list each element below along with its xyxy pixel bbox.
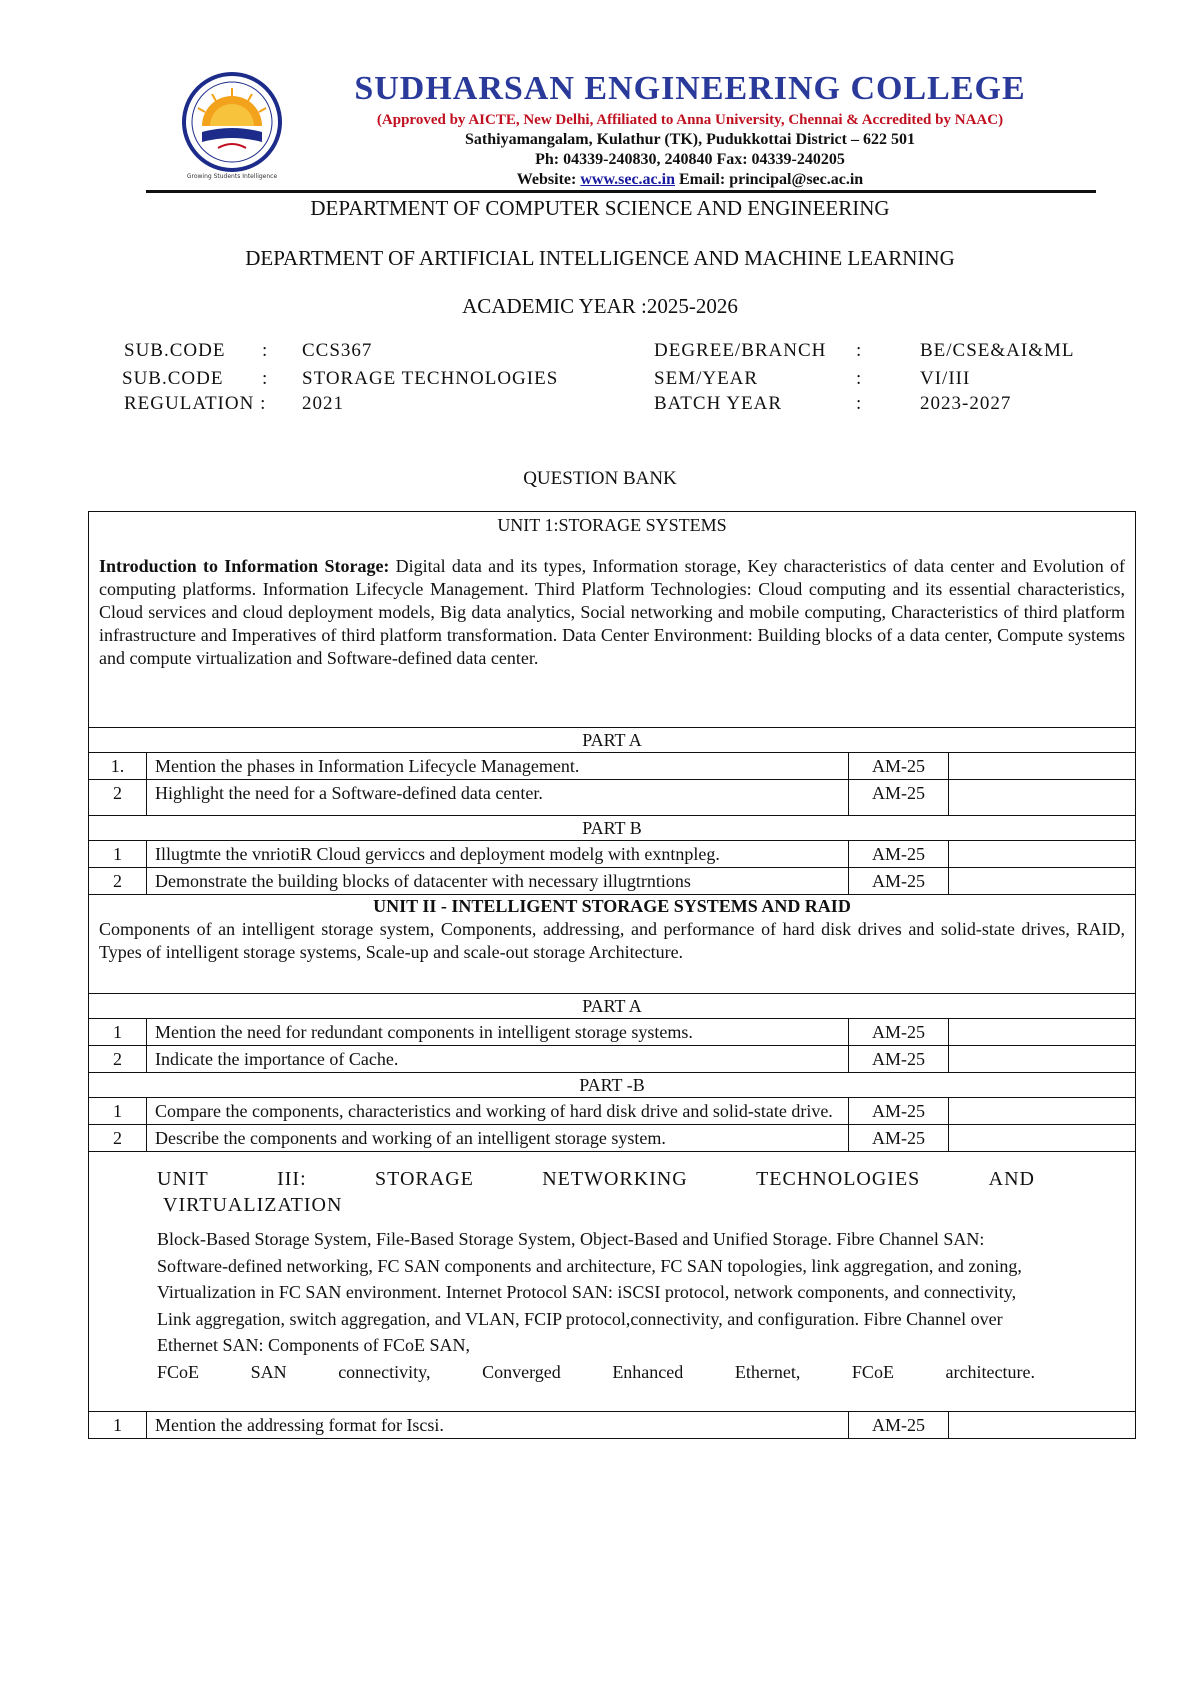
part-label: PART B (582, 818, 642, 838)
unit1-part-a-header (89, 728, 1135, 753)
header-rule (146, 190, 1096, 193)
empty-cell (949, 1412, 1135, 1438)
unit1-title: UNIT 1:STORAGE SYSTEMS (497, 515, 727, 535)
website-label: Website: (516, 171, 581, 188)
unit3-word: connectivity, (338, 1361, 431, 1382)
part-label: PART A (582, 996, 642, 1016)
table-row (89, 1125, 1135, 1152)
table-row (89, 868, 1135, 895)
meta-subcode-label: SUB.CODE (124, 340, 226, 361)
table-row (89, 1098, 1135, 1125)
unit3-word: Enhanced (612, 1361, 684, 1382)
unit2-title: UNIT II - INTELLIGENT STORAGE SYSTEMS AND RAID (373, 896, 851, 916)
unit3-title-word: UNIT (157, 1168, 209, 1190)
meta-subname-value: STORAGE TECHNOLOGIES (302, 368, 559, 389)
empty-cell (949, 753, 1135, 779)
meta-sem-value: VI/III (920, 368, 971, 389)
unit3-word: Converged (482, 1361, 561, 1382)
question-code: AM-25 (849, 753, 949, 779)
logo-tagline: Growing Students Intelligence (186, 173, 278, 180)
unit3-block (89, 1152, 1135, 1412)
unit3-word: architecture. (945, 1361, 1035, 1382)
unit3-word: FCoE (157, 1361, 200, 1382)
unit2-syllabus: Components of an intelligent storage system, Components, addressing, and performance of hard disk drives and solid-state drives, RAID, Types of intelligent storage systems, Scale-up and scale-out storage Architecture. (99, 919, 1125, 962)
unit3-title (157, 1166, 1035, 1192)
meta-subcode-sep: : (262, 340, 269, 361)
question-text: Indicate the importance of Cache. (147, 1046, 849, 1072)
website-link[interactable]: www.sec.ac.in (580, 171, 675, 188)
table-row (89, 780, 1135, 816)
unit1-intro-text: Digital data and its types, Information storage, Key characteristics of data center and Evolution of computing platforms. Information Lifecycle Management. Third Platform Technologies: Cloud computing and its essential characteristics, Cloud services and cloud deployment models, Big data analytics, Social networking and mobile computing, Characteristics of third platform infrastructure and Imperatives of third platform transformation. Data Center Environment: Building blocks of a data center, Compute systems and compute virtualization and Software-defined data center. (99, 556, 1125, 668)
question-number: 2 (89, 780, 147, 815)
unit3-title-word: TECHNOLOGIES (756, 1168, 921, 1190)
question-code: AM-25 (849, 868, 949, 894)
meta-subname-sep: : (262, 368, 269, 389)
meta-degree-label: DEGREE/BRANCH (654, 340, 827, 361)
question-text: Highlight the need for a Software-defined data center. (147, 780, 849, 815)
unit3-title-word: STORAGE (375, 1168, 474, 1190)
college-header (300, 70, 1080, 190)
question-code: AM-25 (849, 1125, 949, 1151)
unit3-word: FCoE (851, 1361, 894, 1382)
question-text: Mention the need for redundant components in intelligent storage systems. (147, 1019, 849, 1045)
meta-batch-sep: : (856, 393, 863, 414)
question-code: AM-25 (849, 841, 949, 867)
unit3-title-line2: VIRTUALIZATION (163, 1194, 343, 1216)
meta-batch-value: 2023-2027 (920, 393, 1012, 414)
question-number: 1 (89, 1412, 147, 1438)
college-name: SUDHARSAN ENGINEERING COLLEGE (354, 70, 1026, 107)
part-label: PART -B (579, 1075, 645, 1095)
empty-cell (949, 1098, 1135, 1124)
college-phone: Ph: 04339-240830, 240840 Fax: 04339-240205 (535, 151, 845, 168)
department-cse: DEPARTMENT OF COMPUTER SCIENCE AND ENGINEERING (310, 196, 890, 220)
unit3-syllabus-last-line (157, 1359, 1035, 1386)
question-number: 2 (89, 1125, 147, 1151)
unit3-word: Ethernet, (734, 1361, 801, 1382)
table-row (89, 1019, 1135, 1046)
college-approval: (Approved by AICTE, New Delhi, Affiliated to Anna University, Chennai & Accredited by NAAC) (376, 112, 1004, 128)
unit3-title-word: III: (277, 1168, 307, 1190)
unit2-part-b-header (89, 1073, 1135, 1098)
meta-batch-label: BATCH YEAR (654, 393, 783, 414)
question-code: AM-25 (849, 1098, 949, 1124)
empty-cell (949, 1125, 1135, 1151)
question-table (88, 511, 1136, 1439)
unit1-block (89, 512, 1135, 728)
question-number: 2 (89, 1046, 147, 1072)
empty-cell (949, 868, 1135, 894)
unit2-part-a-header (89, 994, 1135, 1019)
meta-degree-value: BE/CSE&AI&ML (920, 340, 1075, 361)
question-text: Mention the phases in Information Lifecycle Management. (147, 753, 849, 779)
department-aiml: DEPARTMENT OF ARTIFICIAL INTELLIGENCE AND MACHINE LEARNING (245, 246, 955, 270)
question-text: Compare the components, characteristics and working of hard disk drive and solid-state drive. (147, 1098, 849, 1124)
college-contact (300, 170, 1080, 190)
academic-year: ACADEMIC YEAR :2025-2026 (462, 294, 738, 318)
table-row (89, 841, 1135, 868)
question-text: Demonstrate the building blocks of datacenter with necessary illugtrntions (147, 868, 849, 894)
email-text: Email: principal@sec.ac.in (674, 171, 864, 188)
unit3-syllabus: Block-Based Storage System, File-Based Storage System, Object-Based and Unified Storage. Fibre Channel SAN: Software-defined networking, FC SAN components and architecture, FC SAN topologies, link aggregation, and zoning, Virtualization in FC SAN environment. Internet Protocol SAN: iSCSI protocol, network components, and connectivity, Link aggregation, switch aggregation, and VLAN, FCIP protocol,connectivity, and configuration. Fibre Channel over Ethernet SAN: Components of FCoE SAN, (157, 1229, 1022, 1355)
question-number: 1. (89, 753, 147, 779)
question-text: Illugtmte the vnriotiR Cloud gerviccs and deployment modelg with exntnpleg. (147, 841, 849, 867)
meta-regulation-value: 2021 (302, 393, 344, 414)
question-code: AM-25 (849, 1046, 949, 1072)
question-text: Mention the addressing format for Iscsi. (147, 1412, 849, 1438)
empty-cell (949, 841, 1135, 867)
meta-degree-sep: : (856, 340, 863, 361)
question-number: 1 (89, 1098, 147, 1124)
unit3-title-word: NETWORKING (542, 1168, 688, 1190)
unit3-word: SAN (250, 1361, 287, 1382)
question-number: 2 (89, 868, 147, 894)
empty-cell (949, 1019, 1135, 1045)
unit2-block (89, 895, 1135, 994)
table-row (89, 1412, 1135, 1438)
college-logo (172, 70, 292, 184)
unit1-intro-heading: Introduction to Information Storage: (99, 556, 390, 576)
meta-sem-label: SEM/YEAR (654, 368, 759, 389)
table-row (89, 1046, 1135, 1073)
meta-sem-sep: : (856, 368, 863, 389)
question-bank-title: QUESTION BANK (523, 468, 677, 489)
unit1-syllabus (99, 555, 1125, 670)
unit1-part-b-header (89, 816, 1135, 841)
question-number: 1 (89, 1019, 147, 1045)
part-label: PART A (582, 730, 642, 750)
unit3-title-word: AND (988, 1168, 1035, 1190)
college-address: Sathiyamangalam, Kulathur (TK), Pudukkottai District – 622 501 (465, 131, 915, 148)
question-number: 1 (89, 841, 147, 867)
meta-subcode-value: CCS367 (302, 340, 373, 361)
meta-subname-label: SUB.CODE (122, 368, 224, 389)
question-code: AM-25 (849, 1019, 949, 1045)
question-code: AM-25 (849, 780, 949, 815)
empty-cell (949, 1046, 1135, 1072)
empty-cell (949, 780, 1135, 815)
question-text: Describe the components and working of an intelligent storage system. (147, 1125, 849, 1151)
table-row (89, 753, 1135, 780)
question-code: AM-25 (849, 1412, 949, 1438)
meta-regulation-label: REGULATION : (124, 393, 267, 414)
